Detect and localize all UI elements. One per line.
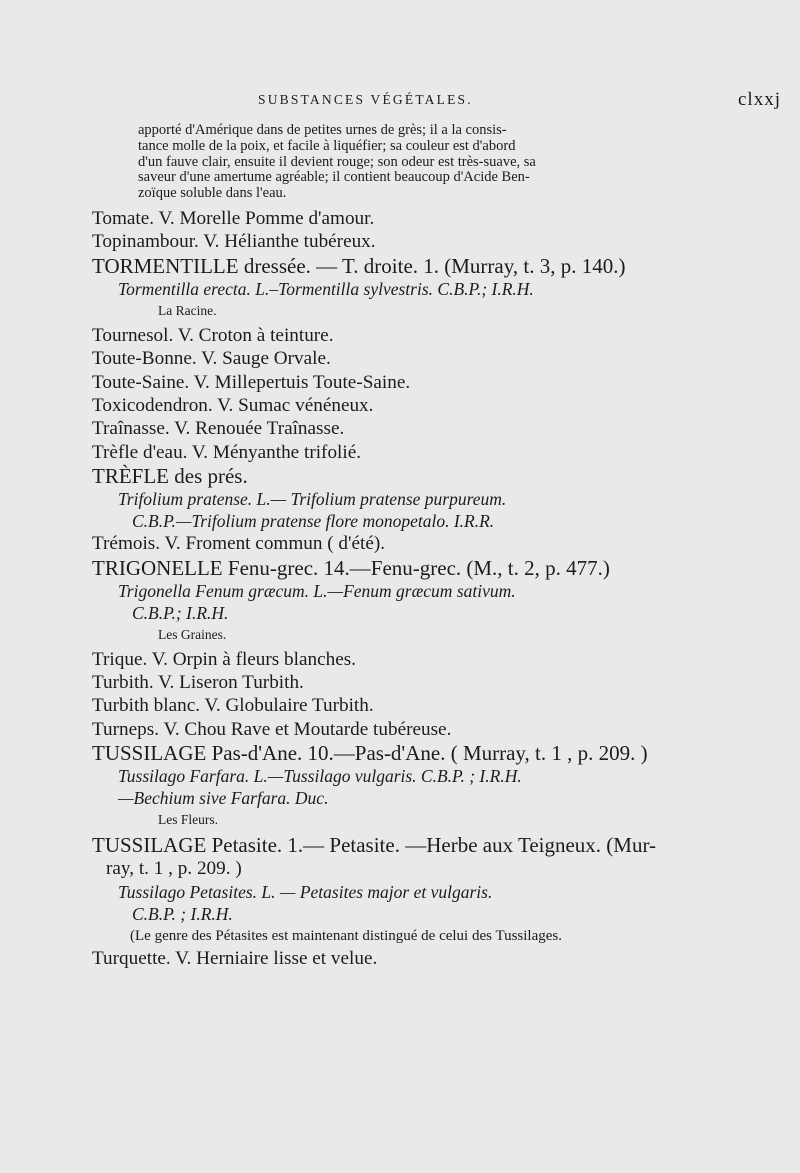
entry-toxicodendron: Toxicodendron. V. Sumac vénéneux.: [92, 395, 374, 417]
part-tormentille: La Racine.: [158, 302, 217, 318]
text-line-2: tance molle de la poix, et facile à liquéfier; sa couleur est d'abord: [138, 137, 516, 154]
entry-tussilage-petasite-2: ray, t. 1 , p. 209. ): [106, 858, 242, 880]
text-line-4: saveur d'une amertume agréable; il contient beaucoup d'Acide Ben-: [138, 169, 530, 186]
entry-toute-saine: Toute-Saine. V. Millepertuis Toute-Saine.: [92, 371, 411, 393]
part-trigonelle: Les Graines.: [158, 626, 227, 642]
latin-tussilago-2: —Bechium sive Farfara. Duc.: [118, 788, 329, 809]
latin-tussilago-1: Tussilago Farfara. L.—Tussilago vulgaris. C.B.P. ; I.R.H.: [118, 766, 522, 787]
entry-tormentille: TORMENTILLE dressée. — T. droite. 1. (Murray, t. 3, p. 140.): [92, 253, 626, 278]
latin-trigonella-2: C.B.P.; I.R.H.: [132, 602, 229, 623]
page-body: [92, 123, 667, 970]
entry-trique: Trique. V. Orpin à fleurs blanches.: [92, 648, 356, 670]
entry-trefle-eau: Trèfle d'eau. V. Ményanthe trifolié.: [92, 441, 362, 463]
entry-topinambour: Topinambour. V. Hélianthe tubéreux.: [92, 231, 376, 253]
entry-trainasse: Traînasse. V. Renouée Traînasse.: [92, 418, 345, 440]
latin-trifolium-1: Trifolium pratense. L.— Trifolium pratense purpureum.: [118, 489, 507, 510]
text-line-3: d'un fauve clair, ensuite il devient rouge; son odeur est très-suave, sa: [138, 153, 536, 170]
entry-trigonelle: TRIGONELLE Fenu-grec. 14.—Fenu-grec. (M., t. 2, p. 477.): [92, 555, 610, 580]
entry-toute-bonne: Toute-Bonne. V. Sauge Orvale.: [92, 348, 331, 370]
entry-tomate: Tomate. V. Morelle Pomme d'amour.: [92, 207, 375, 229]
entry-tournesol: Tournesol. V. Croton à teinture.: [92, 324, 334, 346]
latin-petasites-1: Tussilago Petasites. L. — Petasites major et vulgaris.: [118, 881, 493, 902]
entry-turneps: Turneps. V. Chou Rave et Moutarde tubéreuse.: [92, 718, 452, 740]
latin-trigonella-1: Trigonella Fenum græcum. L.—Fenum græcum sativum.: [118, 580, 516, 601]
page-number: clxxj: [738, 89, 781, 110]
text-line-5: zoïque soluble dans l'eau.: [138, 185, 287, 202]
entry-turquette: Turquette. V. Herniaire lisse et velue.: [92, 947, 378, 969]
part-tussilage: Les Fleurs.: [158, 812, 218, 828]
latin-petasites-2: C.B.P. ; I.R.H.: [132, 903, 233, 924]
entry-tussilage: TUSSILAGE Pas-d'Ane. 10.—Pas-d'Ane. ( Murray, t. 1 , p. 209. ): [92, 741, 648, 766]
entry-trefle-pres: TRÈFLE des prés.: [92, 464, 248, 489]
text-line-1: apporté d'Amérique dans de petites urnes de grès; il a la consis-: [138, 122, 507, 138]
entry-turbith-blanc: Turbith blanc. V. Globulaire Turbith.: [92, 695, 374, 717]
latin-tormentilla: Tormentilla erecta. L.–Tormentilla sylvestris. C.B.P.; I.R.H.: [118, 278, 534, 299]
entry-tremois: Trémois. V. Froment commun ( d'été).: [92, 533, 386, 555]
page-header: [0, 89, 800, 116]
note-petasites: (Le genre des Pétasites est maintenant distingué de celui des Tussilages.: [130, 927, 562, 944]
entry-tussilage-petasite-1: TUSSILAGE Petasite. 1.— Petasite. —Herbe aux Teigneux. (Mur-: [92, 833, 657, 858]
running-title: SUBSTANCES VÉGÉTALES.: [258, 92, 473, 107]
entry-turbith: Turbith. V. Liseron Turbith.: [92, 672, 304, 694]
latin-trifolium-2: C.B.P.—Trifolium pratense flore monopetalo. I.R.R.: [132, 511, 495, 532]
